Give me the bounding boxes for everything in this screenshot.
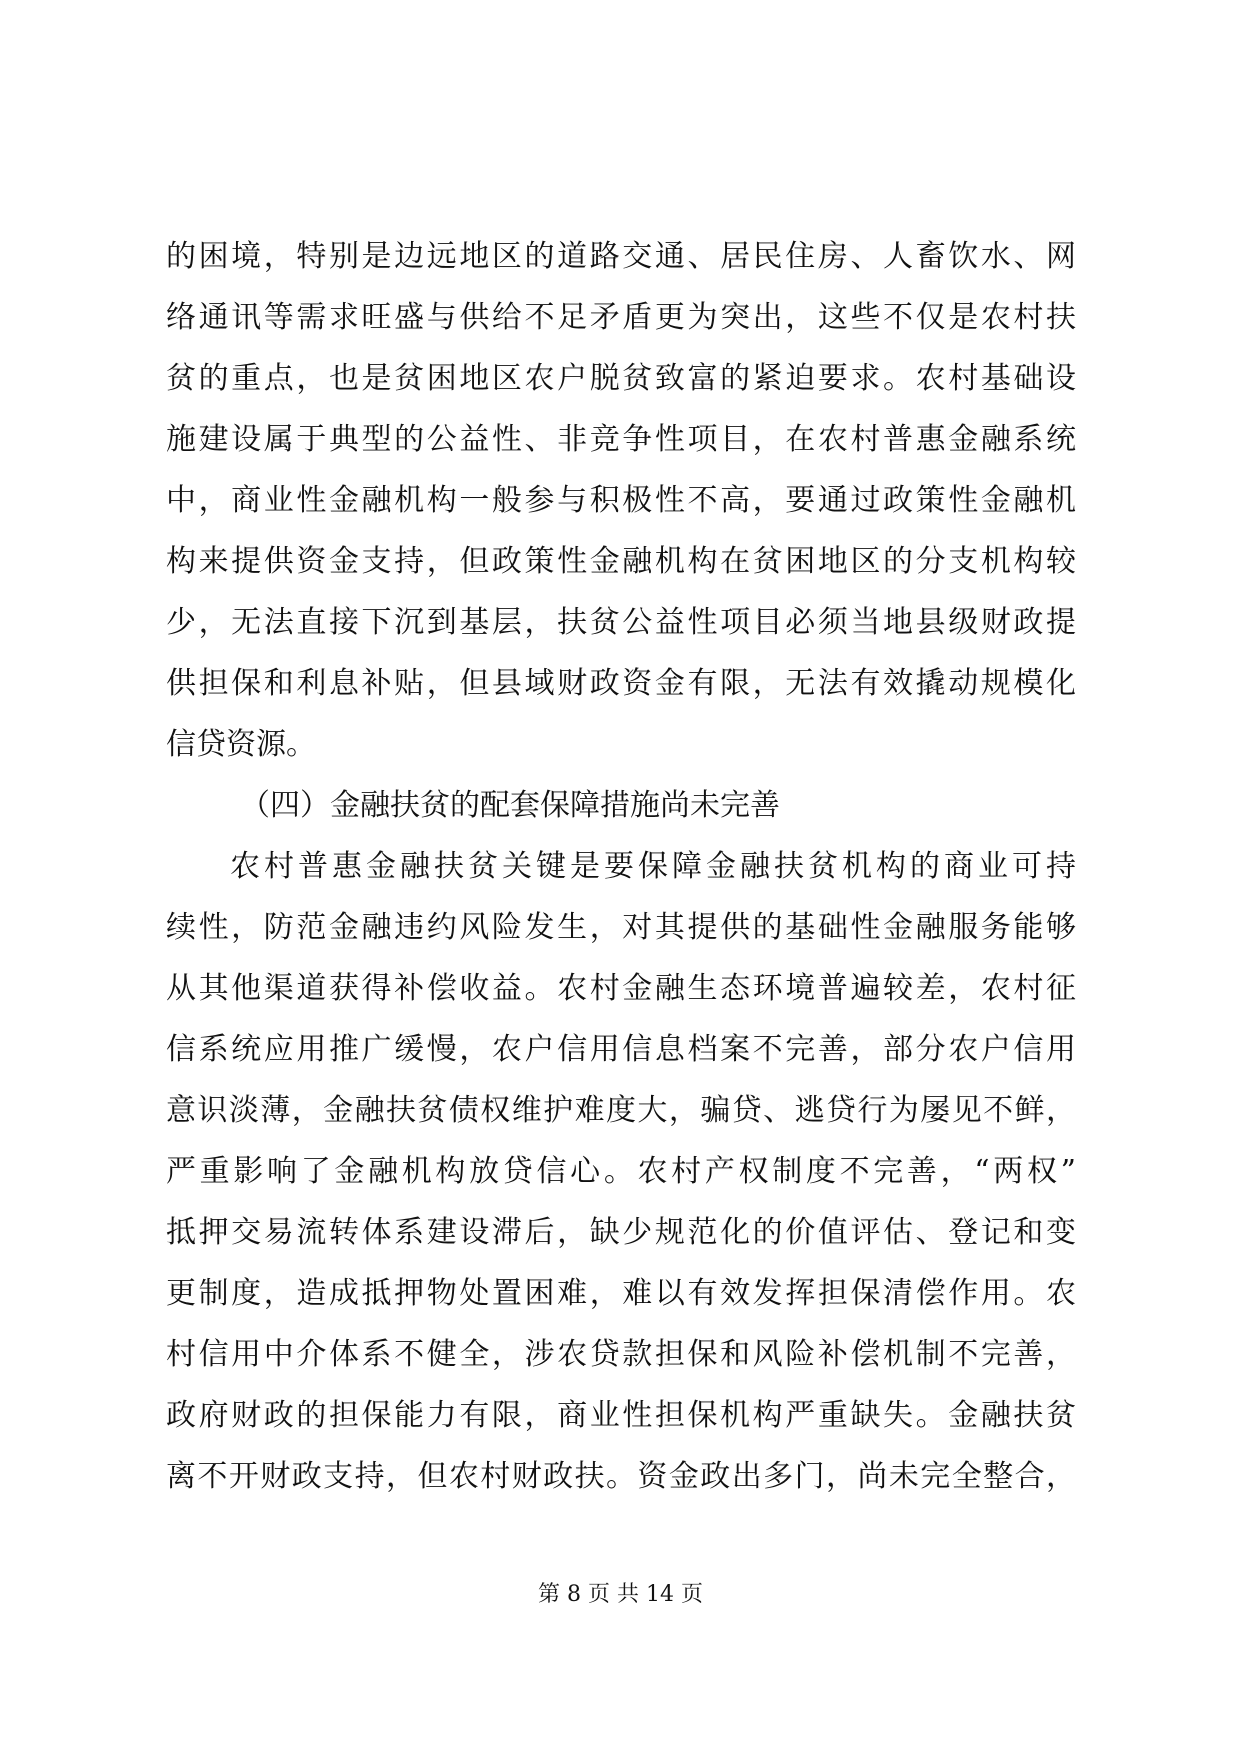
text-line: 施建设属于典型的公益性、非竞争性项目，在农村普惠金融系统 [166, 422, 1076, 457]
body-text [166, 226, 1076, 1507]
text-line: 更制度，造成抵押物处置困难，难以有效发挥担保清偿作用。农 [166, 1276, 1076, 1311]
text-line: 贫的重点，也是贫困地区农户脱贫致富的紧迫要求。农村基础设 [166, 361, 1076, 396]
text-line: 政府财政的担保能力有限，商业性担保机构严重缺失。金融扶贫 [166, 1398, 1076, 1433]
text-line: 构来提供资金支持，但政策性金融机构在贫困地区的分支机构较 [166, 544, 1076, 579]
text-line: 村信用中介体系不健全，涉农贷款担保和风险补偿机制不完善， [166, 1337, 1076, 1372]
text-line: 信系统应用推广缓慢，农户信用信息档案不完善，部分农户信用 [166, 1032, 1076, 1067]
text-line: 意识淡薄，金融扶贫债权维护难度大，骗贷、逃贷行为屡见不鲜， [166, 1093, 1076, 1128]
text-line: 供担保和利息补贴，但县域财政资金有限，无法有效撬动规模化 [166, 666, 1076, 701]
section-heading: （四）金融扶贫的配套保障措施尚未完善 [240, 788, 780, 823]
text-line: 络通讯等需求旺盛与供给不足矛盾更为突出，这些不仅是农村扶 [166, 300, 1076, 335]
page-footer: 第 8 页 共 14 页 [538, 1582, 703, 1607]
text-line: 续性，防范金融违约风险发生，对其提供的基础性金融服务能够 [166, 910, 1076, 945]
text-line: 严重影响了金融机构放贷信心。农村产权制度不完善，“两权” [166, 1154, 1076, 1189]
paragraph-1 [166, 226, 1076, 775]
text-line: 抵押交易流转体系建设滞后，缺少规范化的价值评估、登记和变 [166, 1215, 1076, 1250]
text-line: 少，无法直接下沉到基层，扶贫公益性项目必须当地县级财政提 [166, 605, 1076, 640]
text-line: 中，商业性金融机构一般参与积极性不高，要通过政策性金融机 [166, 483, 1076, 518]
text-line: 从其他渠道获得补偿收益。农村金融生态环境普遍较差，农村征 [166, 971, 1076, 1006]
text-line: 农村普惠金融扶贫关键是要保障金融扶贫机构的商业可持 [230, 849, 1076, 884]
paragraph-2 [166, 836, 1076, 1507]
text-line: 信贷资源。 [166, 727, 316, 762]
text-line: 离不开财政支持，但农村财政扶。资金政出多门，尚未完全整合， [166, 1459, 1076, 1494]
text-line: 的困境，特别是边远地区的道路交通、居民住房、人畜饮水、网 [166, 239, 1076, 274]
